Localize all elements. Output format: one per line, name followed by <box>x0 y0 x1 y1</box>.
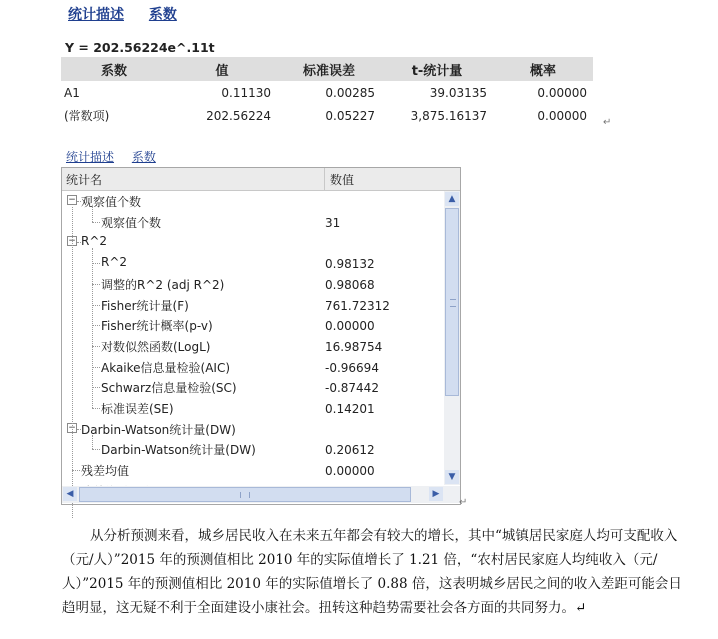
scroll-left-icon[interactable]: ◀ <box>63 487 77 501</box>
tree-connector <box>92 408 100 409</box>
stat-name: R^2 <box>81 234 108 249</box>
stat-value: -0.87442 <box>325 381 379 396</box>
table-cell: 39.03135 <box>429 85 487 100</box>
tree-connector <box>92 284 100 285</box>
collapse-icon[interactable]: − <box>68 195 76 205</box>
column-header: 系数 <box>61 57 167 81</box>
stat-name: Fisher统计概率(p-v) <box>101 319 213 334</box>
scroll-right-icon[interactable]: ▶ <box>429 487 443 501</box>
tree-leaf-row[interactable] <box>62 398 444 418</box>
tree-leaf-row[interactable] <box>62 212 444 232</box>
collapse-icon[interactable]: − <box>68 236 76 247</box>
table-cell: 3,875.16137 <box>410 108 487 123</box>
column-header-stat-name[interactable]: 统计名 <box>66 173 103 187</box>
stat-value: 0.98132 <box>325 257 375 272</box>
table-cell: 0.11130 <box>221 85 271 100</box>
tree-connector <box>92 387 100 388</box>
stat-name: 调整的R^2 (adj R^2) <box>101 277 225 292</box>
column-header: 标准误差 <box>277 57 381 81</box>
statistics-panel <box>61 167 461 505</box>
stat-value: 0.00000 <box>325 319 375 334</box>
statistics-panel-header <box>62 168 460 191</box>
tree-connector <box>92 222 100 223</box>
tab-statistics-description[interactable]: 统计描述 <box>68 7 124 23</box>
stat-name: 对数似然函数(LogL) <box>101 339 211 354</box>
tree-connector <box>92 449 100 450</box>
tree-connector <box>92 325 100 326</box>
tree-connector <box>92 248 93 408</box>
stat-value: 31 <box>325 215 341 230</box>
tree-connector <box>92 305 100 306</box>
tab-coefficients[interactable]: 系数 <box>148 7 177 23</box>
column-header: 值 <box>167 57 277 81</box>
tree-connector <box>92 207 93 222</box>
stat-value: 0.14201 <box>325 402 375 416</box>
stat-name: Schwarz信息量检验(SC) <box>101 381 237 396</box>
sub-tab-bar <box>66 148 170 165</box>
stat-name: 观察值个数 <box>81 195 142 209</box>
tree-leaf-row[interactable] <box>62 377 444 397</box>
tree-connector <box>92 435 93 450</box>
scrollbar-corner <box>444 486 460 503</box>
grip-icon <box>450 299 456 307</box>
column-header: 概率 <box>493 57 593 81</box>
table-cell: 0.00000 <box>537 108 587 123</box>
column-divider[interactable] <box>324 168 325 190</box>
regression-equation: Y = 202.56224e^.11t <box>65 40 215 55</box>
stat-name: 观察值个数 <box>101 215 162 230</box>
stat-value: 0.20612 <box>325 443 375 458</box>
tab-coefficients[interactable]: 系数 <box>131 150 156 164</box>
stat-name: 残差均值 <box>81 464 130 479</box>
coefficient-table <box>61 57 593 127</box>
stat-name: 标准误差(SE) <box>101 402 174 416</box>
paragraph-mark: ↵ <box>459 497 468 508</box>
tree-leaf-row[interactable] <box>62 439 444 459</box>
stat-name: Akaike信息量检验(AIC) <box>101 360 231 375</box>
table-cell: (常数项) <box>64 109 110 123</box>
table-row <box>61 81 593 104</box>
tree-leaf-row[interactable] <box>62 253 444 273</box>
stat-value: 0.00000 <box>325 464 375 479</box>
scrollbar-thumb[interactable] <box>79 487 411 502</box>
tree-leaf-row[interactable] <box>62 274 444 294</box>
tree-group-row[interactable] <box>62 460 444 480</box>
stat-name: Darbin-Watson统计量(DW) <box>101 443 256 458</box>
tree-group-row[interactable] <box>62 419 444 439</box>
grip-icon <box>240 492 250 498</box>
scrollbar-thumb[interactable] <box>445 208 459 396</box>
stat-value: -0.96694 <box>325 360 379 375</box>
tree-connector <box>92 263 100 264</box>
table-cell: 0.00000 <box>537 85 587 100</box>
top-tab-bar <box>68 4 197 24</box>
stat-name: Darbin-Watson统计量(DW) <box>81 422 236 437</box>
table-cell: 0.05227 <box>325 108 375 123</box>
table-cell: 202.56224 <box>206 108 271 123</box>
analysis-paragraph: 从分析预测来看，城乡居民收入在未来五年都会有较大的增长，其中“城镇居民家庭人均可支配收入（元/人）”2015 年的预测值相比 2010 年的实际值增长了 1.21 倍，“农村居民家庭人均纯收入（元/人）”2015 年的预测值相比 2010 年的实际值增长了 0.88 倍，这表明城乡居民之间的收入差距可能会日趋明显，这无疑不利于全面建设小康社会。扭转这种趋势需要社会各方面的共同努力。↵ <box>62 528 682 616</box>
tab-statistics-description[interactable]: 统计描述 <box>66 150 115 164</box>
collapse-icon[interactable]: − <box>68 422 76 433</box>
tree-connector <box>92 346 100 347</box>
scroll-down-icon[interactable]: ▼ <box>445 470 459 484</box>
coefficient-table-header <box>61 57 593 81</box>
stat-value: 16.98754 <box>325 339 383 354</box>
stat-name: R^2 <box>101 255 128 270</box>
stat-name: Fisher统计量(F) <box>101 298 189 313</box>
vertical-scrollbar[interactable] <box>444 191 460 485</box>
horizontal-scrollbar[interactable] <box>62 486 444 503</box>
tree-leaf-row[interactable] <box>62 357 444 377</box>
tree-leaf-row[interactable] <box>62 315 444 335</box>
statistics-tree <box>62 191 444 485</box>
scroll-up-icon[interactable]: ▲ <box>445 192 459 206</box>
tree-connector <box>72 207 73 518</box>
tree-connector <box>92 367 100 368</box>
stat-value: 0.98068 <box>325 277 375 292</box>
table-cell: 0.00285 <box>325 85 375 100</box>
tree-group-row[interactable] <box>62 232 444 252</box>
column-header: t-统计量 <box>381 57 493 81</box>
stat-value: 761.72312 <box>325 298 390 313</box>
tree-leaf-row[interactable] <box>62 295 444 315</box>
column-header-value[interactable]: 数值 <box>330 173 355 187</box>
tree-group-row[interactable] <box>62 191 444 211</box>
table-cell: A1 <box>64 85 80 100</box>
table-row <box>61 104 593 127</box>
paragraph-mark: ↵ <box>603 117 612 128</box>
tree-leaf-row[interactable] <box>62 336 444 356</box>
